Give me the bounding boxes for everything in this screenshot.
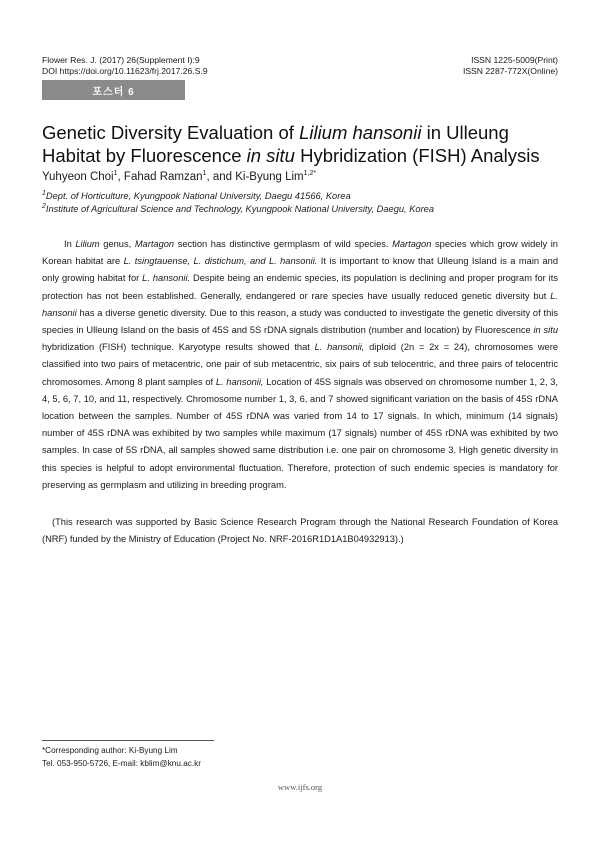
author-3: , and Ki-Byung Lim — [206, 171, 304, 183]
author-3-sup: 1,2* — [303, 170, 317, 178]
abstract-italic: in situ — [533, 325, 558, 336]
abstract-text: Location of 45S signals was observed on chromosome number 1, 2, 3, 4, 5, 6, 7, 10, and 11, respectively. Chromosome number 1, 3, 6, and 7 showed significant variation on the basis of 45S rDNA location between the samples. Number of 45S rDNA was varied from 14 to 17 signals. In which, minimum (14 signals) number of 45S rDNA was exhibited by two samples while maximum (17 signals) number of 45S rDNA was exhibited by two samples. In case of 5S rDNA, all samples showed same distribution i.e. one pair on chromosome 3. High genetic diversity in this species is helpful to adopt environmental fluctuation. Therefore, protection of such endemic species is mandatory for preserving as germplasm and utilizing in breeding program. — [42, 376, 559, 490]
poster-banner: 포스터 6 — [42, 80, 185, 100]
journal-website[interactable]: www.ijfs.org — [277, 782, 323, 792]
corresponding-author: *Corresponding author: Ki-Byung Lim — [42, 746, 178, 755]
author-list — [42, 171, 316, 183]
acknowledgement: (This research was supported by Basic Science Research Program through the National Research Foundation of Korea (NRF) funded by the Ministry of Education (Project No. NRF-2016R1D1A1B04932913).) — [42, 517, 558, 545]
issn-online: ISSN 2287-772X(Online) — [462, 66, 558, 76]
abstract-italic: L. hansonii. — [142, 273, 191, 284]
doi-link[interactable]: DOI https://doi.org/10.11623/frj.2017.26.S.9 — [42, 66, 208, 76]
abstract-italic: L. hansonii, — [314, 342, 365, 353]
affiliation-1-text: Dept. of Horticulture, Kyungpook National University, Daegu 41566, Korea — [45, 191, 351, 201]
affiliation-2 — [42, 204, 434, 214]
abstract-paragraph — [42, 236, 558, 494]
abstract-italic: Lilium — [75, 239, 100, 249]
footnote-divider — [42, 740, 214, 741]
abstract-italic: Martagon — [134, 239, 175, 249]
journal-citation: Flower Res. J. (2017) 26(Supplement I):9 — [42, 55, 200, 65]
abstract-text: has a diverse genetic diversity. Due to this reason, a study was conducted to investigate the genetic diversity of this species in Ulleung Island on the basis of 45S and 5S rDNA signals distribution (number and location) by Fluorescence — [42, 307, 558, 336]
affiliation-1-sup: 1 — [42, 189, 46, 197]
title-species: Lilium hansonii — [299, 122, 422, 143]
abstract-italic: L. hansonii — [42, 290, 558, 318]
title-part-1: Genetic Diversity Evaluation of — [42, 122, 300, 143]
title-in-situ: in situ — [246, 145, 295, 166]
running-header — [42, 55, 558, 77]
abstract-italic: Martagon — [392, 239, 432, 249]
title-part-2: in Ulleung Habitat by Fluorescence — [42, 122, 509, 166]
abstract-text: It is important to know that Ulleung Island is a main and only growing habitat for — [42, 256, 559, 284]
affiliation-2-sup: 2 — [42, 202, 46, 210]
abstract-text: genus, — [99, 239, 135, 249]
abstract-text: Despite being an endemic species, its population is declining and proper program for its protection has not been established. Generally, endangered or rare species have usually reduced genetic diversity but — [42, 273, 558, 301]
paper-title — [42, 121, 570, 167]
author-1: Yuhyeon Choi — [42, 171, 114, 183]
abstract-text: hybridization (FISH) technique. Karyotype results showed that — [42, 342, 315, 353]
affiliation-2-text: Institute of Agricultural Science and Technology, Kyungpook National University, Daegu, Korea — [45, 204, 435, 214]
title-part-3: Hybridization (FISH) Analysis — [294, 145, 540, 166]
author-2-sup: 1 — [202, 170, 207, 178]
abstract-italic: L. tsingtauense, L. distichum, and L. hansonii. — [123, 256, 318, 267]
abstract-italic: L. hansonii, — [215, 376, 264, 387]
abstract-text: species which grow widely in Korean habitat are — [42, 239, 558, 267]
abstract-text: diploid (2n = 2x = 24), chromosomes were classified into two pairs of metacentric, one pair of sub metacentric, six pairs of sub telocentric, and three pairs of telocentric chromosomes. Among 8 plant samples of — [42, 342, 558, 387]
issn-print: ISSN 1225-5009(Print) — [471, 55, 558, 65]
abstract-text: In — [64, 239, 76, 249]
contact-info: Tel. 053-950-5726, E-mail: kblim@knu.ac.kr — [42, 759, 201, 768]
affiliation-1 — [42, 191, 351, 201]
author-1-sup: 1 — [113, 170, 118, 178]
author-2: , Fahad Ramzan — [117, 171, 203, 183]
abstract-text: section has distinctive germplasm of wild species. — [174, 239, 393, 249]
